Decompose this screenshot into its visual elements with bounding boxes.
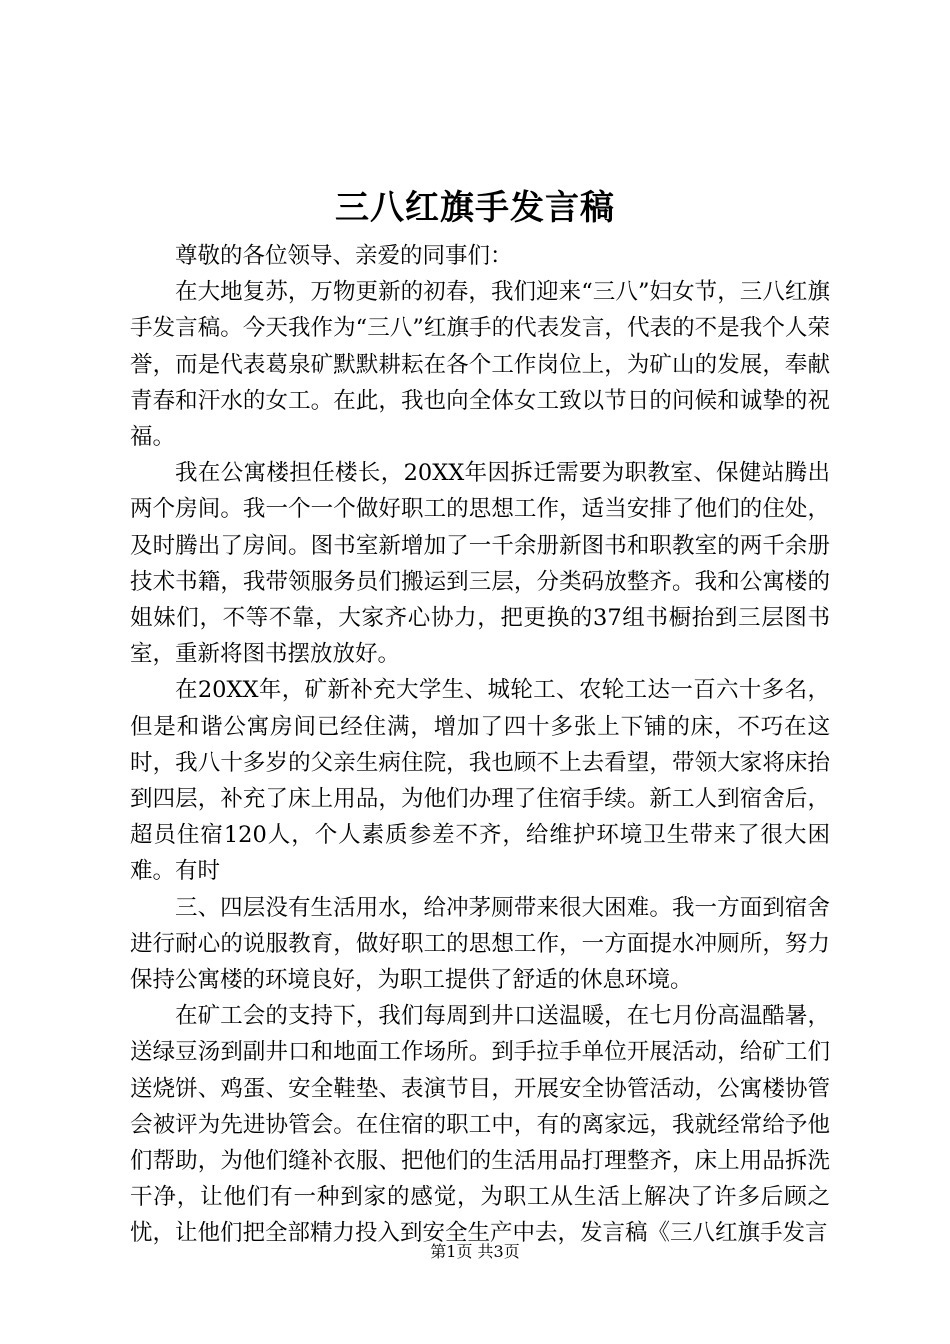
paragraph-apartment: 我在公寓楼担任楼长，20XX年因拆迁需要为职教室、保健站腾出两个房间。我一个一个做好职工的思想工作，适当安排了他们的住处，及时腾出了房间。图书室新增加了一千余册新图书和职教室的两千余册技术书籍，我带领服务员们搬运到三层，分类码放整齐。我和公寓楼的姐妹们，不等不靠，大家齐心协力，把更换的37组书橱抬到三层图书室，重新将图书摆放放好。 [130, 460, 830, 668]
salutation: 尊敬的各位领导、亲爱的同事们： [175, 243, 513, 269]
paragraph-intro: 在大地复苏，万物更新的初春，我们迎来“三八”妇女节，三八红旗手发言稿。今天我作为“三八”红旗手的代表发言，代表的不是我个人荣誉，而是代表葛泉矿默默耕耘在各个工作岗位上，为矿山的发展，奉献青春和汗水的女工。在此，我也向全体女工致以节日的问候和诚挚的祝福。 [130, 279, 830, 451]
paragraph-union: 在矿工会的支持下，我们每周到井口送温暖，在七月份高温酷暑，送绿豆汤到副井口和地面工作场所。到手拉手单位开展活动，给矿工们送烧饼、鸡蛋、安全鞋垫、表演节目，开展安全协管活动，公寓楼协管会被评为先进协管会。在住宿的职工中，有的离家远，我就经常给予他们帮助，为他们缝补衣服、把他们的生活用品打理整齐，床上用品拆洗干净，让他们有一种到家的感觉，为职工从生活上解决了许多后顾之忧，让他们把全部精力投入到安全生产中去，发言稿《三八红旗手发言 [130, 1003, 830, 1247]
document-title: 三八红旗手发言稿 [335, 188, 615, 228]
document-body [130, 238, 830, 1252]
paragraph-new-workers: 在20XX年，矿新补充大学生、城轮工、农轮工达一百六十多名，但是和谐公寓房间已经住满，增加了四十多张上下铺的床，不巧在这时，我八十多岁的父亲生病住院，我也顾不上去看望，带领大家将床抬到四层，补充了床上用品，为他们办理了住宿手续。新工人到宿舍后，超员住宿120人，个人素质参差不齐，给维护环境卫生带来了很大困难。有时 [130, 677, 830, 885]
paragraph-water: 三、四层没有生活用水，给冲茅厕带来很大困难。我一方面到宿舍进行耐心的说服教育，做好职工的思想工作，一方面提水冲厕所，努力保持公寓楼的环境良好，为职工提供了舒适的休息环境。 [130, 894, 830, 994]
page-number-footer: 第1页 共3页 [430, 1242, 520, 1261]
